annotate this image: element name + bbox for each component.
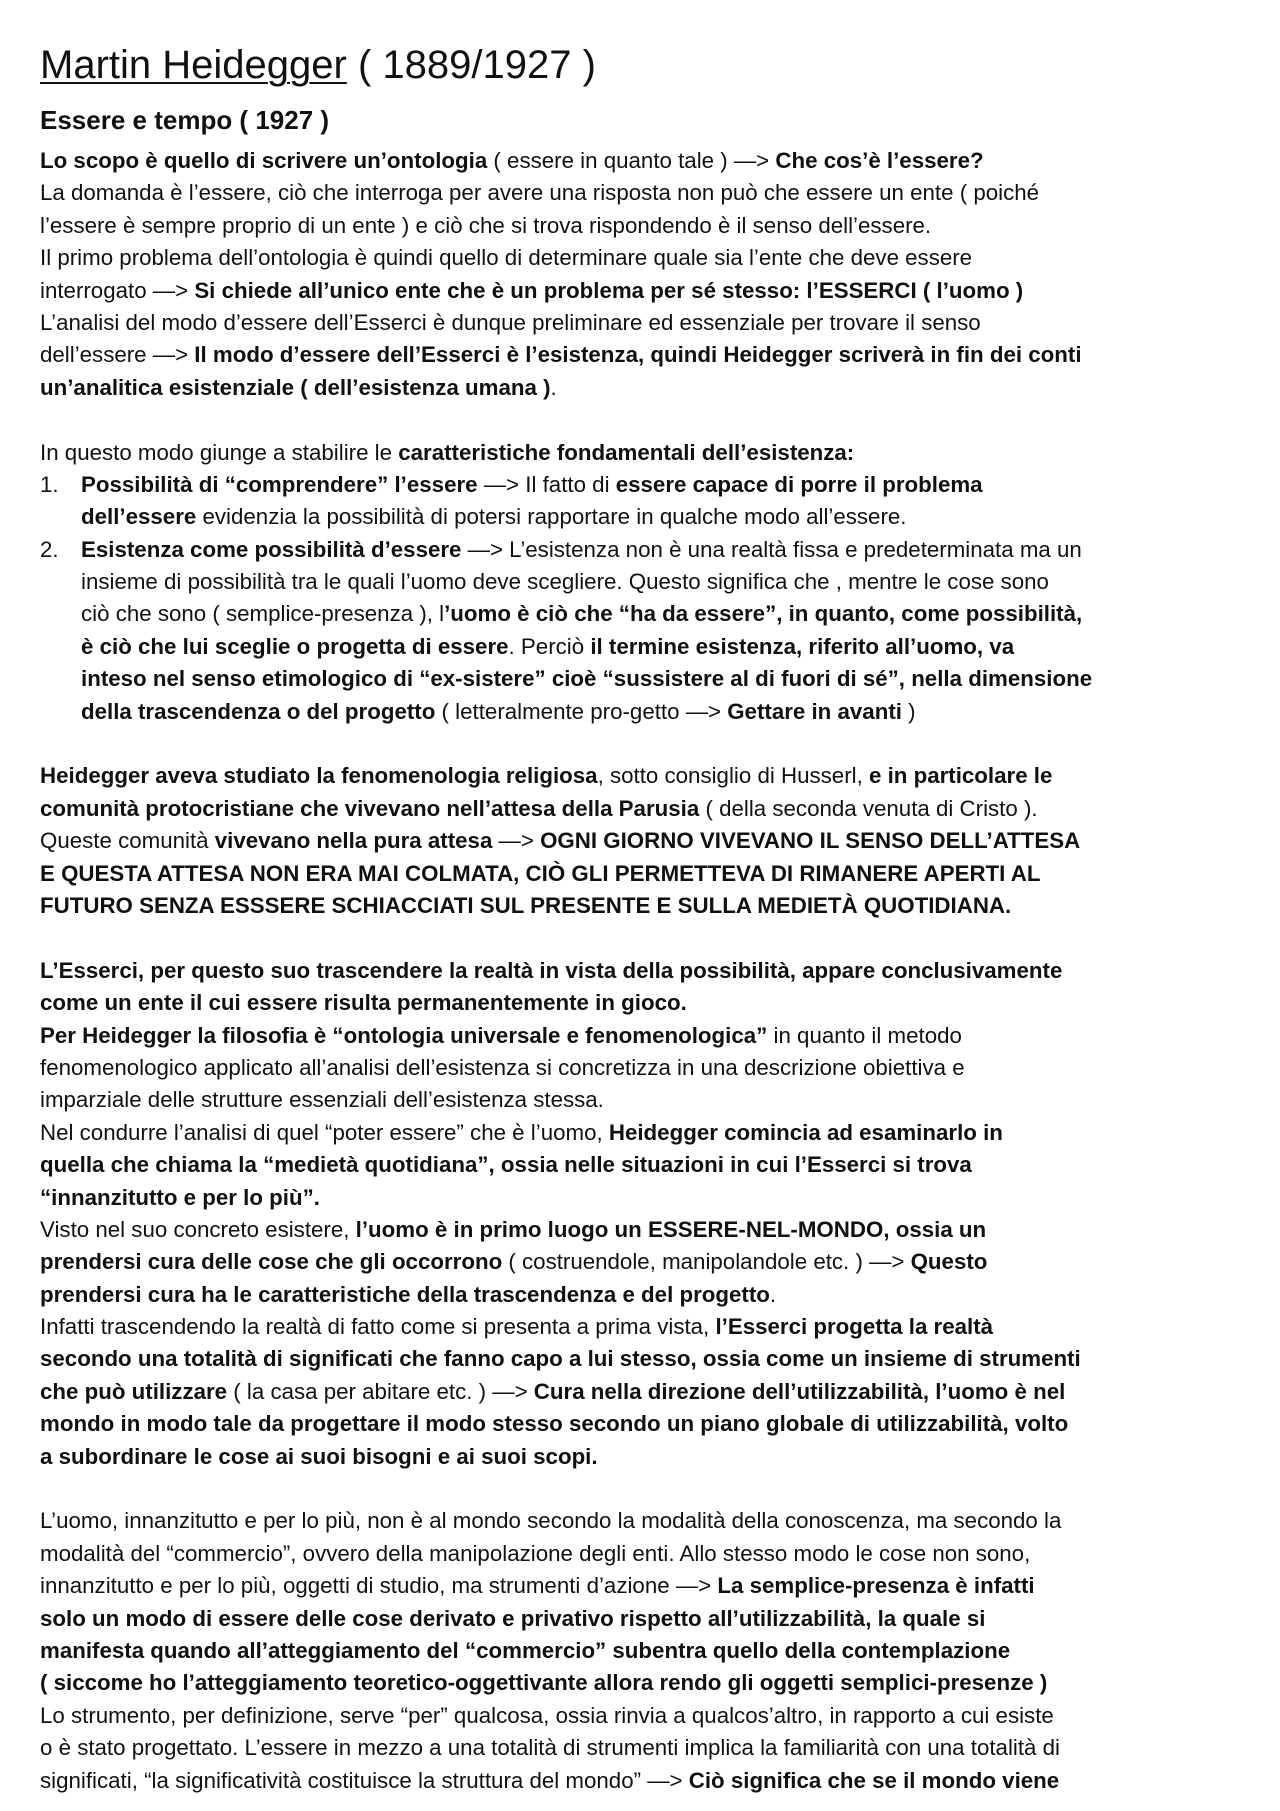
- bold-text: “innanzitutto e per lo più”.: [40, 1184, 320, 1210]
- text-line: [40, 631, 1255, 663]
- text-run: ): [901, 698, 916, 724]
- bold-text: OGNI GIORNO VIVEVANO IL SENSO DELL’ATTESA: [540, 828, 1081, 854]
- text-run: .: [550, 374, 557, 400]
- text-run: .: [769, 1281, 777, 1307]
- section-heading: Essere e tempo ( 1927 ): [40, 105, 330, 135]
- bold-text: l’uomo è in primo luogo un ESSERE-NEL-MONDO, ossia un: [355, 1216, 987, 1242]
- bold-text: un’analitica esistenziale ( dell’esistenza umana ): [40, 374, 551, 400]
- text-line: [40, 1603, 1255, 1635]
- text-line: [40, 1376, 1255, 1408]
- text-run: modalità del “commercio”, ovvero della manipolazione degli enti. Allo stesso modo le cose non sono,: [40, 1540, 1031, 1566]
- text-run: ( della seconda venuta di Cristo ).: [699, 795, 1038, 821]
- text-run: —> L’esistenza non è una realtà fissa e predeterminata ma un: [461, 536, 1082, 562]
- bold-text: e in particolare le: [868, 763, 1053, 789]
- bold-text: l’Esserci progetta la realtà: [715, 1314, 994, 1340]
- text-run: ( la casa per abitare etc. ) —>: [227, 1378, 534, 1404]
- bold-text: Esistenza come possibilità d’essere: [81, 536, 462, 562]
- bold-text: La semplice-presenza è infatti: [717, 1573, 1035, 1599]
- bold-text: quella che chiama la “medietà quotidiana”, ossia nelle situazioni in cui l’Esserci si trova: [40, 1152, 972, 1178]
- bold-text: E QUESTA ATTESA NON ERA MAI COLMATA, CIÒ GLI PERMETTEVA DI RIMANERE APERTI AL: [40, 860, 1041, 886]
- text-line: [40, 858, 1255, 890]
- text-line: [40, 275, 1255, 307]
- list-item: [40, 534, 1255, 566]
- text-run: l’essere è sempre proprio di un ente ) e ciò che si trova rispondendo è il senso dell’essere.: [40, 212, 932, 238]
- text-run: interrogato —>: [40, 277, 195, 303]
- title-dates: ( 1889/1927 ): [346, 43, 596, 87]
- bold-text: Lo scopo è quello di scrivere un’ontologia: [40, 148, 488, 173]
- bold-text: Cura nella direzione dell’utilizzabilità, l’uomo è nel: [533, 1378, 1066, 1404]
- text-line: [40, 1182, 1255, 1214]
- text-line: [40, 145, 1255, 177]
- text-line: [40, 437, 1255, 469]
- text-run: ( costruendole, manipolandole etc. ) —>: [502, 1249, 911, 1275]
- bold-text: prendersi cura ha le caratteristiche della trascendenza e del progetto: [40, 1281, 770, 1307]
- text-line: [40, 1635, 1255, 1667]
- text-run: In questo modo giunge a stabilire le: [40, 439, 399, 465]
- bold-text: Che cos’è l’essere?: [775, 148, 984, 173]
- text-run: imparziale delle strutture essenziali dell’esistenza stessa.: [40, 1087, 604, 1113]
- paragraph-gap: [40, 728, 1255, 760]
- text-line: [40, 210, 1255, 242]
- bold-text: Ciò significa che se il mondo viene: [688, 1767, 1060, 1793]
- bold-text: ’uomo è ciò che “ha da essere”, in quanto, come possibilità,: [444, 601, 1083, 627]
- text-line: [40, 987, 1255, 1019]
- bold-text: come un ente il cui essere risulta permanentemente in gioco.: [40, 990, 687, 1016]
- paragraph-gap: [40, 1473, 1255, 1505]
- text-line: [40, 1084, 1255, 1116]
- text-run: L’analisi del modo d’essere dell’Esserci è dunque preliminare ed essenziale per trovare il senso: [40, 309, 981, 335]
- text-line: [40, 1020, 1255, 1052]
- text-line: [40, 372, 1255, 404]
- bold-text: a subordinare le cose ai suoi bisogni e ai suoi scopi.: [40, 1443, 598, 1469]
- bold-text: Heidegger comincia ad esaminarlo in: [608, 1119, 1003, 1145]
- text-run: Visto nel suo concreto esistere,: [40, 1216, 356, 1242]
- text-run: , sotto consiglio di Husserl,: [597, 763, 869, 789]
- text-line: [40, 1732, 1255, 1764]
- text-run: L’uomo, innanzitutto e per lo più, non è al mondo secondo la modalità della conoscenza, ma secondo la: [40, 1508, 1062, 1534]
- bold-text: della trascendenza o del progetto: [81, 698, 436, 724]
- text-run: Infatti trascendendo la realtà di fatto come si presenta a prima vista,: [40, 1314, 716, 1340]
- bold-text: caratteristiche fondamentali dell’esistenza:: [398, 439, 855, 465]
- list-number: 2.: [40, 536, 59, 562]
- bold-text: Possibilità di “comprendere” l’essere: [81, 471, 478, 497]
- text-line: [40, 501, 1255, 533]
- text-line: [40, 1117, 1255, 1149]
- text-run: ( letteralmente pro-getto —>: [435, 698, 728, 724]
- text-run: . Perciò: [508, 633, 591, 659]
- bold-text: Per Heidegger la filosofia è “ontologia universale e fenomenologica”: [40, 1022, 768, 1048]
- text-line: [40, 1343, 1255, 1375]
- text-line: [40, 598, 1255, 630]
- bold-text: ( siccome ho l’atteggiamento teoretico-oggettivante allora rendo gli oggetti semplici-presenze ): [40, 1670, 1048, 1696]
- text-line: [40, 663, 1255, 695]
- text-run: innanzitutto e per lo più, oggetti di studio, ma strumenti d’azione —>: [40, 1573, 718, 1599]
- bold-text: dell’essere: [81, 504, 197, 530]
- text-line: [40, 1246, 1255, 1278]
- text-line: [40, 825, 1255, 857]
- bold-text: Questo: [910, 1249, 988, 1275]
- title-author-name: Martin Heidegger: [40, 43, 347, 87]
- text-line: [40, 566, 1255, 598]
- bold-text: il termine esistenza, riferito all’uomo, va: [590, 633, 1015, 659]
- text-run: significati, “la significatività costituisce la struttura del mondo” —>: [40, 1767, 689, 1793]
- text-run: insieme di possibilità tra le quali l’uomo deve scegliere. Questo significa che , mentre le cose sono: [81, 569, 1049, 595]
- text-line: [40, 1149, 1255, 1181]
- bold-text: inteso nel senso etimologico di “ex-sistere” cioè “sussistere al di fuori di sé”, nella dimensione: [81, 666, 1093, 692]
- text-run: o è stato progettato. L’essere in mezzo a una totalità di strumenti implica la familiarità con una totalità di: [40, 1735, 1061, 1761]
- document-body: [40, 145, 1255, 1797]
- text-run: Il primo problema dell’ontologia è quindi quello di determinare quale sia l’ente che deve essere: [40, 245, 973, 271]
- bold-text: prendersi cura delle cose che gli occorrono: [40, 1249, 503, 1275]
- bold-text: L’Esserci, per questo suo trascendere la realtà in vista della possibilità, appare conclusivamente: [40, 957, 1063, 983]
- paragraph-gap: [40, 404, 1255, 436]
- text-line: [40, 339, 1255, 371]
- bold-text: Il modo d’essere dell’Esserci è l’esistenza, quindi Heidegger scriverà in fin dei conti: [194, 342, 1082, 368]
- text-run: fenomenologico applicato all’analisi dell’esistenza si concretizza in una descrizione obiettiva e: [40, 1054, 965, 1080]
- text-line: [40, 955, 1255, 987]
- text-line: [40, 1667, 1255, 1699]
- text-line: [40, 1700, 1255, 1732]
- list-item: [40, 469, 1255, 501]
- text-line: [40, 1052, 1255, 1084]
- text-line: [40, 242, 1255, 274]
- text-run: in quanto il metodo: [767, 1022, 962, 1048]
- text-run: La domanda è l’essere, ciò che interroga per avere una risposta non può che essere un ente ( poiché: [40, 180, 1040, 206]
- text-run: Nel condurre l’analisi di quel “poter essere” che è l’uomo,: [40, 1119, 609, 1145]
- text-run: Queste comunità: [40, 828, 215, 854]
- bold-text: secondo una totalità di significati che fanno capo a lui stesso, ossia come un insieme di strumenti: [40, 1346, 1081, 1372]
- text-run: —>: [492, 828, 541, 854]
- text-line: [40, 793, 1255, 825]
- text-line: [40, 1279, 1255, 1311]
- text-run: dell’essere —>: [40, 342, 195, 368]
- text-line: [40, 1505, 1255, 1537]
- text-line: [40, 696, 1255, 728]
- text-run: Lo strumento, per definizione, serve “per” qualcosa, ossia rinvia a qualcos’altro, in rapporto a cui esiste: [40, 1702, 1054, 1728]
- bold-text: mondo in modo tale da progettare il modo stesso secondo un piano globale di utilizzabilità, volto: [40, 1411, 1069, 1437]
- list-number: 1.: [40, 471, 59, 497]
- bold-text: FUTURO SENZA ESSSERE SCHIACCIATI SUL PRESENTE E SULLA MEDIETÀ QUOTIDIANA.: [40, 892, 1012, 918]
- text-run: —> Il fatto di: [477, 471, 616, 497]
- text-line: [40, 307, 1255, 339]
- text-line: [40, 1570, 1255, 1602]
- bold-text: comunità protocristiane che vivevano nell’attesa della Parusia: [40, 795, 700, 821]
- bold-text: vivevano nella pura attesa: [214, 828, 493, 854]
- text-line: [40, 1311, 1255, 1343]
- text-run: evidenzia la possibilità di potersi rapportare in qualche modo all’essere.: [196, 504, 907, 530]
- bold-text: che può utilizzare: [40, 1378, 228, 1404]
- bold-text: è ciò che lui sceglie o progetta di essere: [81, 633, 509, 659]
- bold-text: manifesta quando all’atteggiamento del “commercio” subentra quello della contemplazione: [40, 1637, 1011, 1663]
- bold-text: Heidegger aveva studiato la fenomenologia religiosa: [40, 763, 598, 789]
- text-line: [40, 1408, 1255, 1440]
- text-line: [40, 1765, 1255, 1797]
- bold-text: essere capace di porre il problema: [615, 471, 983, 497]
- page-title: [40, 38, 596, 92]
- text-line: [40, 890, 1255, 922]
- text-line: [40, 177, 1255, 209]
- bold-text: Si chiede all’unico ente che è un problema per sé stesso: l’ESSERCI ( l’uomo ): [194, 277, 1024, 303]
- text-line: [40, 1538, 1255, 1570]
- text-line: [40, 1441, 1255, 1473]
- bold-text: solo un modo di essere delle cose derivato e privativo rispetto all’utilizzabilità, la quale si: [40, 1605, 986, 1631]
- paragraph-gap: [40, 922, 1255, 954]
- text-line: [40, 760, 1255, 792]
- bold-text: Gettare in avanti: [727, 698, 902, 724]
- text-run: ciò che sono ( semplice-presenza ), l: [81, 601, 445, 627]
- text-line: [40, 1214, 1255, 1246]
- text-run: ( essere in quanto tale ) —>: [487, 148, 776, 173]
